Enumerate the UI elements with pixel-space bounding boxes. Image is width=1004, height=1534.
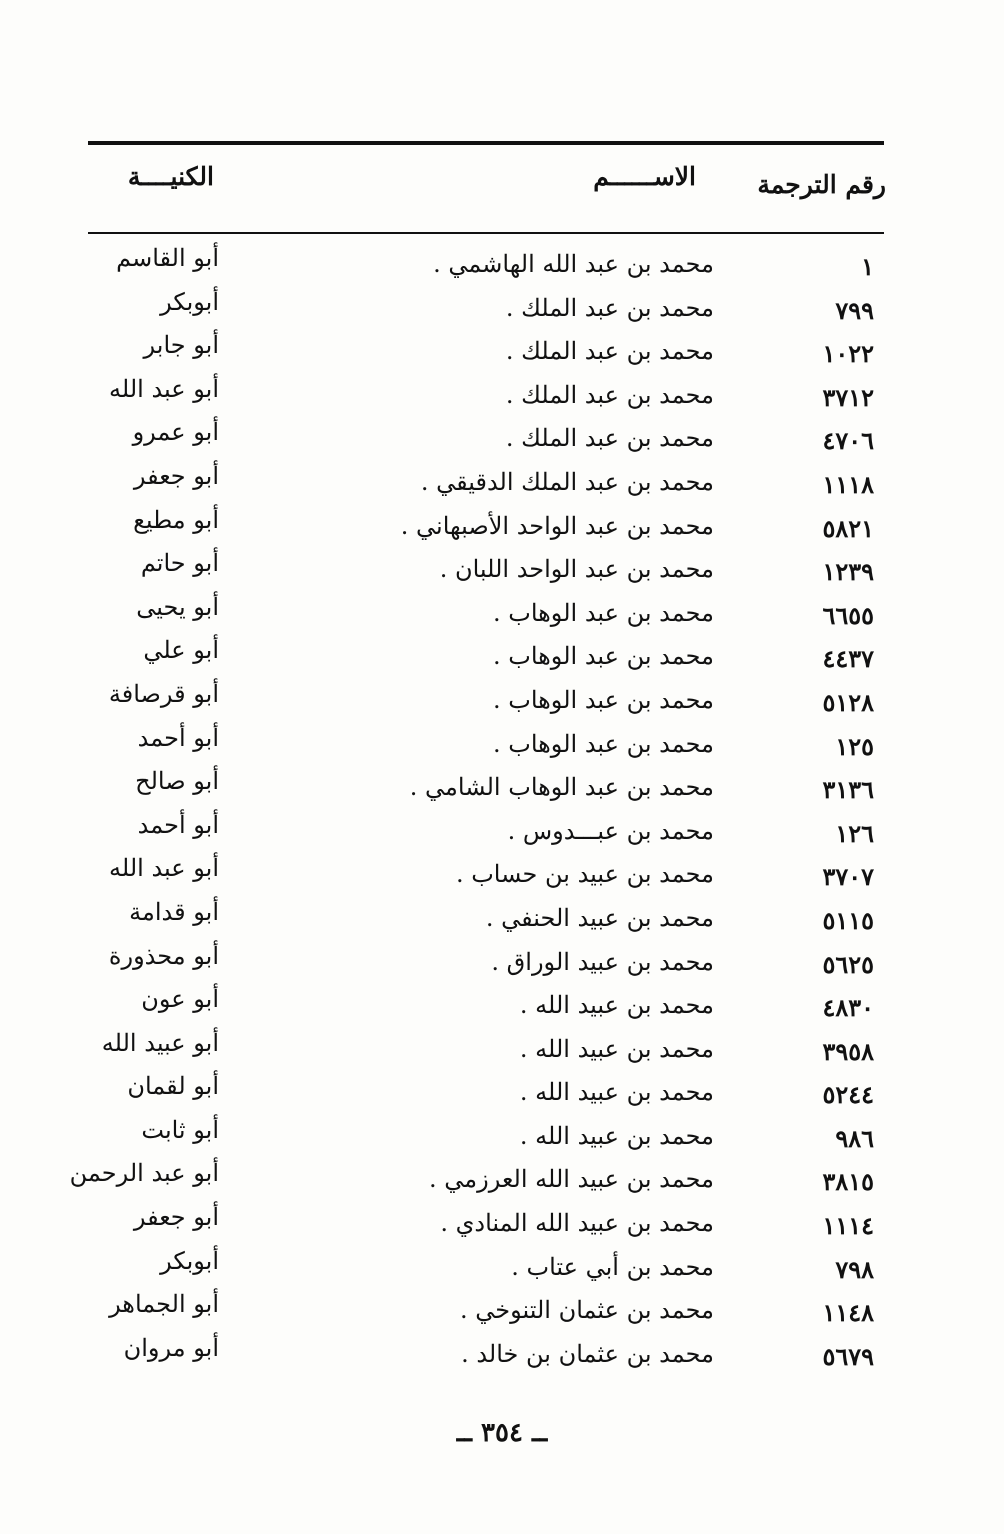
table-row [0, 941, 1004, 990]
entry-name: محمد بن عبيد الله . [519, 1078, 714, 1107]
entry-number: ٣١٣٦ [822, 775, 874, 805]
table-row [0, 505, 1004, 554]
table-row [0, 854, 1004, 902]
entry-name: محمد بن عبيد الله العرزمي . [429, 1165, 714, 1194]
entry-number: ١١١٨ [822, 469, 874, 499]
entry-name: محمد بن أبي عتاب . [511, 1252, 714, 1281]
entry-number: ٥٨٢١ [822, 513, 874, 543]
table-row [0, 636, 1004, 684]
entry-number: ٥١١٥ [822, 905, 874, 935]
entry-kunya: أبو أحمد [137, 723, 219, 752]
entry-kunya: أبو يحيى [136, 592, 219, 621]
table-row [0, 331, 1004, 379]
entry-kunya: أبو جعفر [133, 461, 219, 490]
table-row [0, 723, 1004, 772]
entry-kunya: أبو عبيد الله [101, 1028, 219, 1057]
table-row [0, 1159, 1004, 1207]
entry-number: ٥١٢٨ [822, 687, 874, 717]
table-row [0, 1333, 1004, 1382]
entry-number: ٤٨٣٠ [822, 993, 874, 1023]
table-row [0, 1290, 1004, 1338]
entry-kunya: أبو قرصافة [108, 679, 219, 708]
entry-name: محمد بن عبيد الوراق . [491, 947, 714, 976]
entry-kunya: أبو عبد الله [109, 374, 219, 403]
entry-name: محمد بن عثمان التنوخي . [460, 1296, 714, 1325]
entry-name: محمد بن عبد الوهاب . [492, 729, 714, 758]
entry-kunya: أبو عبد الله [109, 854, 219, 883]
entry-kunya: أبو عون [141, 985, 219, 1014]
entry-name: محمد بن عبيد الله . [519, 1034, 714, 1063]
entry-kunya: أبو ثابت [141, 1115, 219, 1144]
entry-kunya: أبو حاتم [140, 549, 219, 578]
table-row [0, 810, 1004, 859]
entry-number: ٥٦٢٥ [822, 949, 874, 979]
entry-number: ١١٤٨ [822, 1298, 874, 1328]
table-row [0, 985, 1004, 1033]
table-row [0, 592, 1004, 641]
entry-number: ٣٨١٥ [822, 1167, 874, 1197]
entry-number: ٦٦٥٥ [822, 600, 874, 630]
table-body [0, 244, 1004, 1381]
entry-number: ١٢٣٩ [822, 557, 874, 587]
header-name: الاســــــم [593, 162, 696, 191]
header-number: رقم الترجمة [757, 170, 886, 199]
entry-kunya: أبو عبد الرحمن [69, 1159, 219, 1188]
entry-number: ٩٨٦ [835, 1123, 874, 1153]
header-rule [88, 232, 884, 234]
entry-kunya: أبو عمرو [132, 418, 219, 447]
entry-kunya: أبو قدامة [129, 897, 219, 926]
entry-kunya: أبو مروان [123, 1333, 219, 1362]
entry-name: محمد بن عبيد الحنفي . [485, 903, 714, 932]
entry-name: محمد بن عبد الملك الدقيقي . [420, 467, 714, 496]
table-row [0, 1072, 1004, 1120]
table-row [0, 767, 1004, 815]
page-number: ــ ٣٥٤ ــ [456, 1418, 548, 1448]
table-row [0, 1203, 1004, 1251]
entry-number: ٥٢٤٤ [822, 1080, 874, 1110]
entry-kunya: أبو علي [143, 636, 219, 665]
entry-kunya: أبوبكر [160, 1246, 219, 1275]
entry-name: محمد بن عبد الملك . [505, 424, 714, 453]
table-row [0, 1028, 1004, 1077]
entry-name: محمد بن عبـــدوس . [507, 816, 714, 845]
entry-name: محمد بن عبد الوهاب . [492, 642, 714, 671]
entry-number: ٥٦٧٩ [822, 1341, 874, 1371]
entry-name: محمد بن عبد الملك . [505, 337, 714, 366]
entry-number: ١٢٦ [835, 818, 874, 848]
entry-kunya: أبو لقمان [127, 1072, 219, 1101]
entry-name: محمد بن عبيد بن حساب . [455, 860, 714, 889]
entry-name: محمد بن عبيد الله المنادي . [440, 1209, 714, 1238]
entry-kunya: أبو صالح [135, 767, 219, 796]
table-row [0, 374, 1004, 423]
entry-number: ٧٩٩ [835, 295, 874, 325]
table-row [0, 418, 1004, 466]
table-row [0, 287, 1004, 336]
entry-name: محمد بن عبد الملك . [505, 293, 714, 322]
entry-name: محمد بن عبد الملك . [505, 380, 714, 409]
entry-kunya: أبو القاسم [116, 244, 219, 272]
entry-name: محمد بن عبد الوهاب . [492, 685, 714, 714]
entry-name: محمد بن عثمان بن خالد . [461, 1339, 714, 1368]
table-row [0, 897, 1004, 946]
table-row [0, 1246, 1004, 1295]
table-row [0, 549, 1004, 597]
entry-kunya: أبو أحمد [137, 810, 219, 839]
top-rule [88, 141, 884, 145]
entry-number: ٧٩٨ [835, 1254, 874, 1284]
entry-number: ٣٧١٢ [822, 382, 874, 412]
entry-name: محمد بن عبد الواحد اللبان . [439, 555, 714, 584]
header-kunya: الكنيــــة [127, 162, 214, 191]
entry-kunya: أبو جابر [143, 331, 219, 360]
entry-number: ١ [861, 252, 874, 281]
entry-name: محمد بن عبيد الله . [519, 991, 714, 1020]
entry-kunya: أبو جعفر [133, 1203, 219, 1232]
entry-name: محمد بن عبد الله الهاشمي . [433, 250, 714, 278]
entry-kunya: أبو مطيع [133, 505, 219, 534]
entry-number: ٤٤٣٧ [822, 644, 874, 674]
entry-number: ٣٩٥٨ [822, 1036, 874, 1066]
table-header [0, 160, 1004, 210]
entry-kunya: أبو محذورة [108, 941, 219, 970]
entry-name: محمد بن عبيد الله . [519, 1121, 714, 1150]
entry-name: محمد بن عبد الوهاب . [492, 598, 714, 627]
table-row [0, 244, 1004, 292]
entry-number: ٤٧٠٦ [822, 426, 874, 456]
entry-number: ١١١٤ [822, 1211, 874, 1241]
entry-name: محمد بن عبد الواحد الأصبهاني . [400, 511, 714, 540]
entry-number: ١٢٥ [835, 731, 874, 761]
table-row [0, 1115, 1004, 1164]
entry-number: ٣٧٠٧ [822, 862, 874, 892]
table-row [0, 461, 1004, 510]
entry-kunya: أبو الجماهر [109, 1290, 219, 1319]
entry-kunya: أبوبكر [160, 287, 219, 316]
table-row [0, 679, 1004, 728]
entry-name: محمد بن عبد الوهاب الشامي . [409, 773, 714, 802]
entry-number: ١٠٢٢ [822, 339, 874, 369]
